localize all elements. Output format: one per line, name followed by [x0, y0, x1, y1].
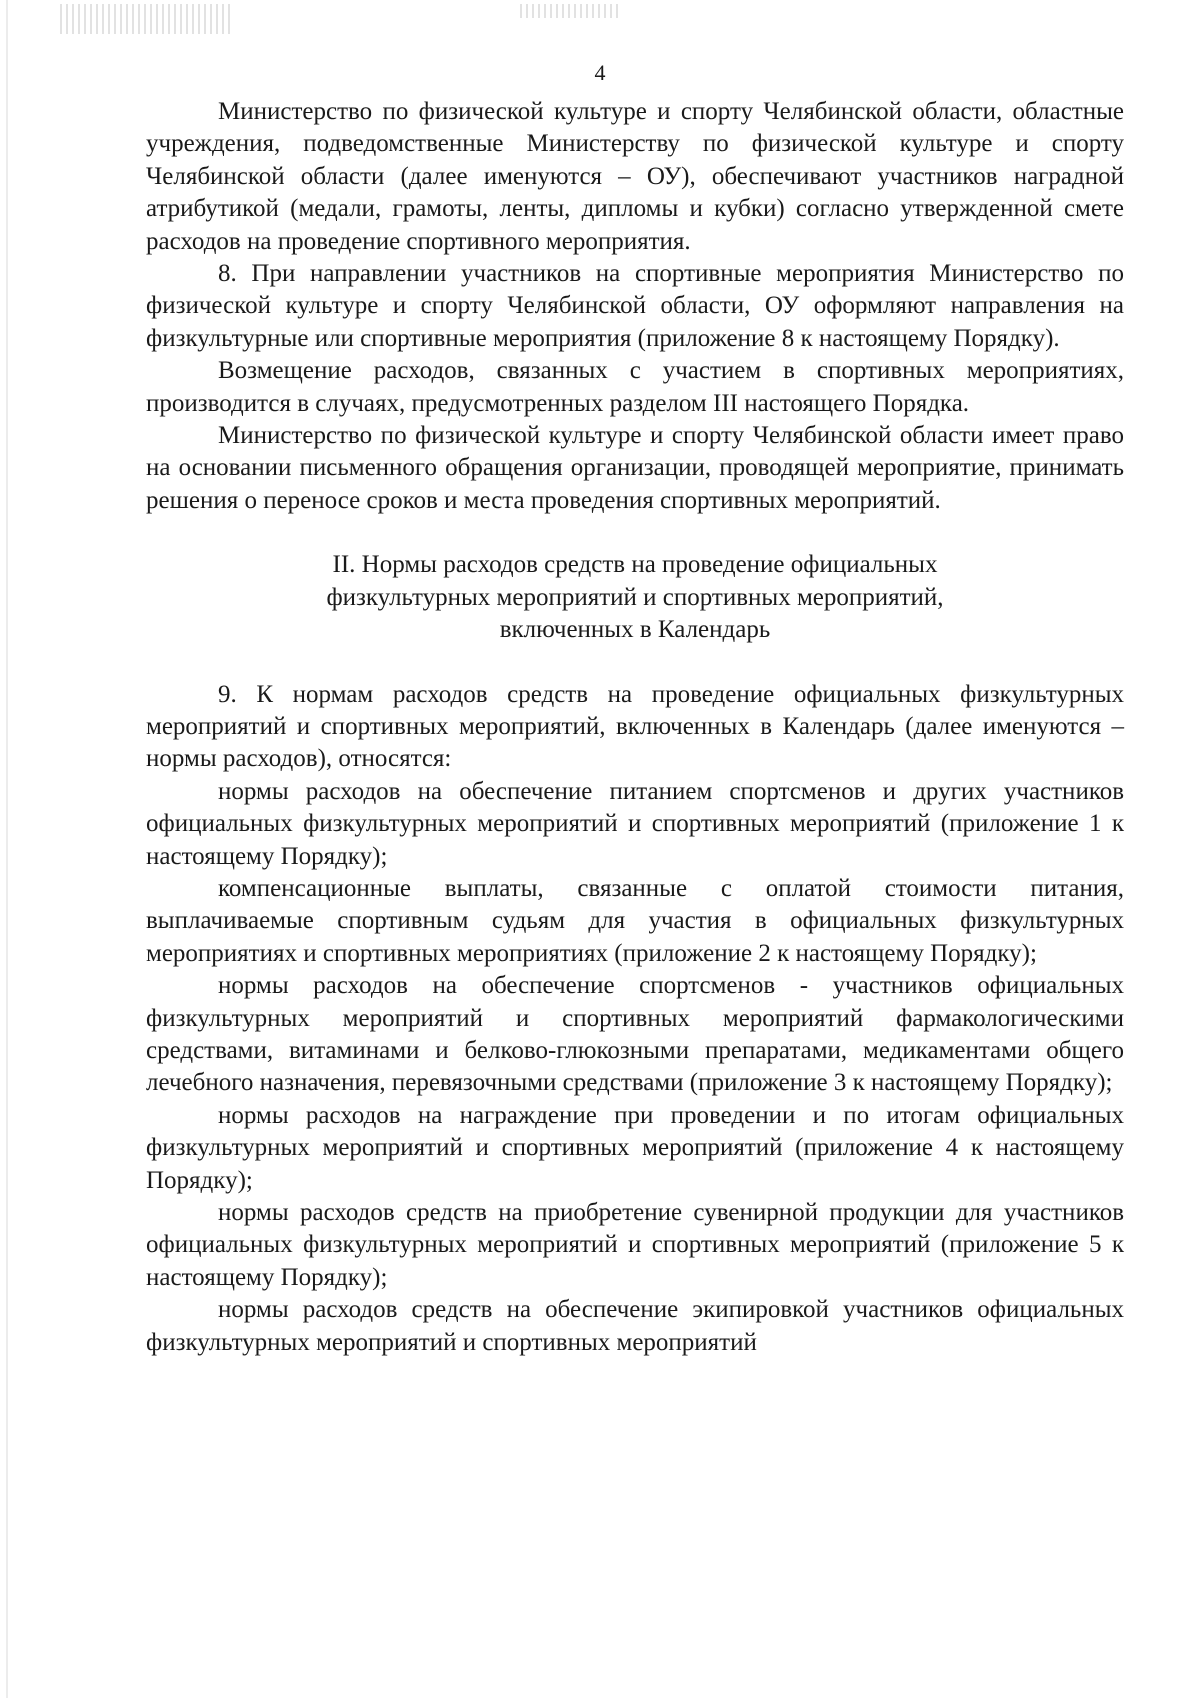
paragraph-award-attributes: Министерство по физической культуре и спорту Челябинской области, областные учреждения, подведомственные Министерству по физической культуре и спорту Челябинской области (далее именуются – ОУ), обеспечивают участников наградной атрибутикой (медали, грамоты, ленты, дипломы и кубки) согласно утвержденной смете расходов на проведение спортивного мероприятия. [146, 98, 1124, 255]
paragraph-item-8: 8. При направлении участников на спортивные мероприятия Министерство по физической культуре и спорту Челябинской области, ОУ оформляют направления на физкультурные или спортивные мероприятия (приложение 8 к настоящему Порядку). [146, 260, 1124, 352]
paragraph-norm-equipment: нормы расходов средств на обеспечение экипировкой участников официальных физкультурных мероприятий и спортивных мероприятий [146, 1296, 1124, 1356]
paragraph-norm-judges-compensation: компенсационные выплаты, связанные с оплатой стоимости питания, выплачиваемые спортивным судьям для участия в официальных физкультурных мероприятиях и спортивных мероприятиях (приложение 2 к настоящему Порядку); [146, 874, 1124, 967]
section-heading-line: физкультурных мероприятий и спортивных мероприятий, [326, 583, 944, 611]
paragraph-expense-reimbursement: Возмещение расходов, связанных с участием в спортивных мероприятиях, производится в случаях, предусмотренных разделом III настоящего Порядка. [146, 357, 1124, 417]
paragraph-norm-awards: нормы расходов на награждение при проведении и по итогам официальных физкультурных мероприятий и спортивных мероприятий (приложение 4 к настоящему Порядку); [146, 1101, 1124, 1194]
paragraph-norm-nutrition: нормы расходов на обеспечение питанием спортсменов и других участников официальных физкультурных мероприятий и спортивных мероприятий (приложение 1 к настоящему Порядку); [146, 777, 1124, 870]
paragraph-ministry-rights: Министерство по физической культуре и спорту Челябинской области имеет право на основании письменного обращения организации, проводящей мероприятие, принимать решения о переносе сроков и места проведения спортивных мероприятий. [146, 422, 1124, 514]
paragraph-norm-pharmacology: нормы расходов на обеспечение спортсменов - участников официальных физкультурных мероприятий и спортивных мероприятий фармакологическими средствами, витаминами и белково-глюкозными препаратами, медикаментами общего лечебного назначения, перевязочными средствами (приложение 3 к настоящему Порядку); [146, 972, 1124, 1097]
section-heading-line: II. Нормы расходов средств на проведение официальных [332, 551, 938, 579]
paragraph-norm-souvenirs: нормы расходов средств на приобретение сувенирной продукции для участников официальных физкультурных мероприятий и спортивных мероприятий (приложение 5 к настоящему Порядку); [146, 1199, 1124, 1291]
page-number: 4 [594, 60, 606, 85]
paragraph-item-9: 9. К нормам расходов средств на проведение официальных физкультурных мероприятий и спортивных мероприятий, включенных в Календарь (далее именуются – нормы расходов), относятся: [146, 680, 1124, 773]
section-heading-line: включенных в Календарь [499, 616, 771, 644]
document-body [146, 96, 1124, 1359]
scan-artifact [520, 4, 620, 18]
scan-artifact [60, 4, 230, 34]
section-heading [146, 549, 1124, 646]
scan-edge-line [6, 0, 8, 1698]
